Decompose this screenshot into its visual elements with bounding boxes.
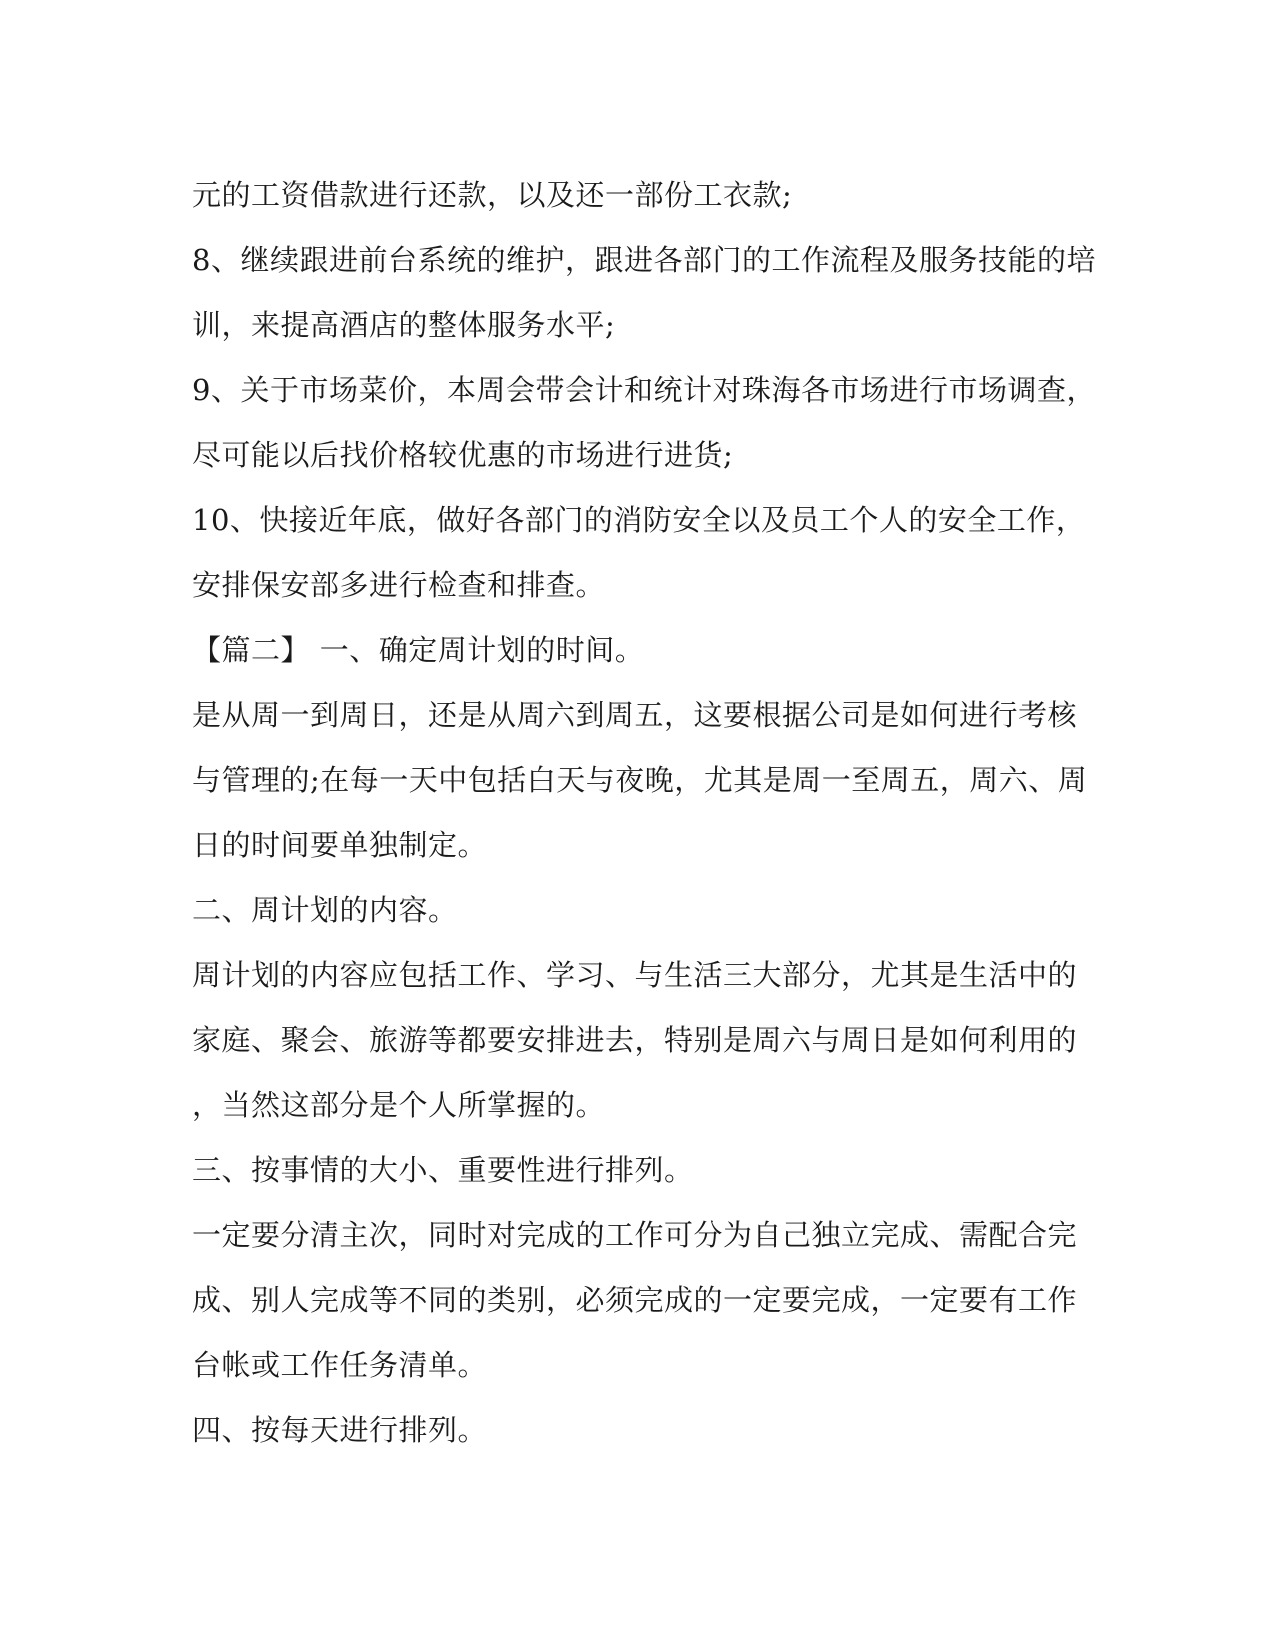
section-heading: 【篇二】 一、确定周计划的时间。 [192, 633, 645, 667]
text-line: 家庭、聚会、旅游等都要安排进去，特别是周六与周日是如何利用的 [192, 1023, 1078, 1057]
text-line: 成、别人完成等不同的类别，必须完成的一定要完成，一定要有工作 [192, 1283, 1078, 1317]
section-heading: 三、按事情的大小、重要性进行排列。 [192, 1153, 694, 1187]
body-text [192, 163, 1096, 1463]
text-line: 安排保安部多进行检查和排查。 [192, 568, 606, 602]
text-line: ，当然这部分是个人所掌握的。 [192, 1088, 606, 1122]
text-line: 训，来提高酒店的整体服务水平; [192, 308, 616, 342]
section-heading: 四、按每天进行排列。 [192, 1413, 488, 1447]
text-line: 元的工资借款进行还款，以及还一部份工衣款; [192, 178, 793, 212]
text-line: 10、快接近年底，做好各部门的消防安全以及员工个人的安全工作， [192, 503, 1086, 537]
text-line: 日的时间要单独制定。 [192, 828, 488, 862]
text-line: 9、关于市场菜价，本周会带会计和统计对珠海各市场进行市场调查， [192, 373, 1096, 407]
text-line: 尽可能以后找价格较优惠的市场进行进货; [192, 438, 734, 472]
text-line: 台帐或工作任务清单。 [192, 1348, 488, 1382]
text-line: 8、继续跟进前台系统的维护，跟进各部门的工作流程及服务技能的培 [192, 243, 1096, 277]
text-line: 周计划的内容应包括工作、学习、与生活三大部分，尤其是生活中的 [192, 958, 1078, 992]
text-line: 是从周一到周日，还是从周六到周五，这要根据公司是如何进行考核 [192, 698, 1078, 732]
text-line: 与管理的;在每一天中包括白天与夜晚，尤其是周一至周五，周六、周 [192, 763, 1088, 797]
text-line: 一定要分清主次，同时对完成的工作可分为自己独立完成、需配合完 [192, 1218, 1078, 1252]
section-heading: 二、周计划的内容。 [192, 893, 458, 927]
